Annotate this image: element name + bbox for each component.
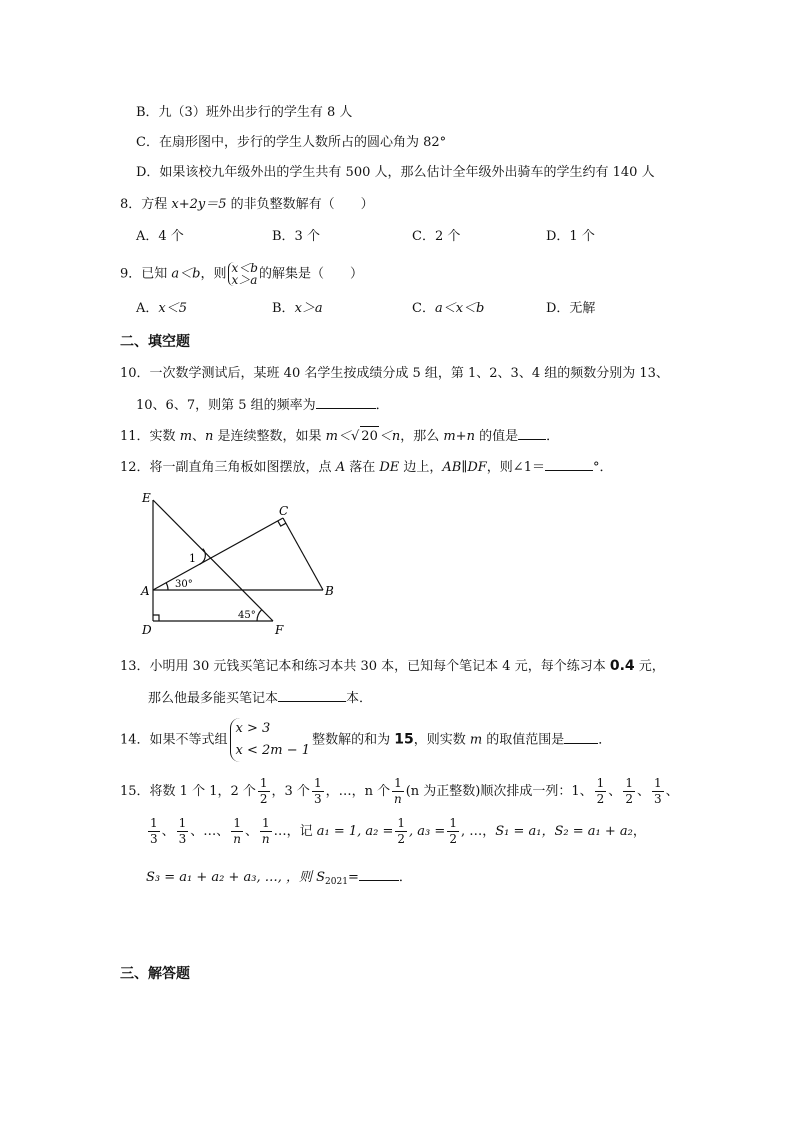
label-f: F xyxy=(275,623,284,637)
q10-line2 xyxy=(136,394,389,416)
q14-stem xyxy=(120,718,611,762)
frac-den: 2 xyxy=(625,792,633,806)
q9-option-b-text: x＞a xyxy=(294,301,323,316)
frac-num: 1 xyxy=(178,816,187,830)
frac-num: 1 xyxy=(150,816,158,830)
q13-answer-blank[interactable] xyxy=(278,687,346,702)
frac-1-2 xyxy=(258,776,270,807)
label-d: D xyxy=(142,623,152,637)
q15-mid4: ，…，n 个 xyxy=(325,784,391,799)
seq-frac-1-3-c xyxy=(177,816,189,847)
q10-line2-text: 10、6、7，则第 5 组的频率为 xyxy=(136,398,316,413)
q9-option-b-label: B． xyxy=(272,301,295,316)
label-b: B xyxy=(325,584,334,598)
frac-a3 xyxy=(447,816,459,847)
radical-sign-icon: √ xyxy=(351,429,360,444)
q14-system-line1: x > 3 xyxy=(235,721,271,736)
q12-point-a: A xyxy=(335,460,346,475)
q15-l3-subscript: 2021 xyxy=(325,877,348,887)
q11-ineq-post: ＜n xyxy=(378,429,401,444)
seq-frac-1-3-a xyxy=(652,776,664,807)
segment-cb xyxy=(283,518,323,590)
q15-l3-text: S₃ = a₁ + a₂ + a₃, …, ，则 S xyxy=(146,870,326,885)
q14-mid2: ，则实数 xyxy=(413,732,470,748)
q15-l2-end: , …， xyxy=(460,824,496,839)
frac-num: 1 xyxy=(653,776,662,790)
q14-pre: 14．如果不等式组 xyxy=(120,732,228,748)
q11-stem xyxy=(120,425,559,447)
seq-frac-1-3-b xyxy=(148,816,160,847)
q11-ineq-pre: m＜ xyxy=(325,429,351,444)
frac-den: n xyxy=(394,792,402,806)
q11-pre: 11．实数 xyxy=(120,429,180,444)
q15-end: ． xyxy=(398,870,412,885)
q12-mid3: ，则∠1＝ xyxy=(486,460,545,475)
seq-frac-1-n-b xyxy=(260,816,272,847)
q9-number: 9． xyxy=(120,266,142,282)
q15-mid3: ，3 个 xyxy=(271,784,310,799)
angle-45-arc xyxy=(257,610,262,621)
q12-parallel: AB∥DF xyxy=(442,460,487,475)
q13-line1 xyxy=(120,656,665,677)
q14-mid: 整数解的和为 xyxy=(312,732,395,748)
q8-pre: 方程 xyxy=(141,197,172,212)
section-2-heading: 二、填空题 xyxy=(120,334,190,350)
q14-end: ． xyxy=(598,732,612,748)
frac-a2 xyxy=(395,816,407,847)
q14-bold-sum: 15 xyxy=(394,731,414,748)
label-angle-45: 45° xyxy=(238,610,256,621)
q13-line2-text: 那么他最多能买笔记本 xyxy=(148,691,279,706)
q8-option-c: C．2 个 xyxy=(412,229,461,244)
q13-line1-text: 13．小明用 30 元钱买笔记本和练习本共 30 本，已知每个笔记本 4 元，每个练习本 xyxy=(120,659,610,674)
q8-option-a: A．4 个 xyxy=(136,229,184,244)
q15-dots: 、…、 xyxy=(190,824,230,839)
q9-option-a xyxy=(136,299,187,319)
q13-line1-end: 元， xyxy=(634,659,665,674)
q11-m: m xyxy=(179,429,193,444)
q11-mid: 是连续整数，如果 xyxy=(213,429,326,444)
q9-system-line1: x＜b xyxy=(231,261,258,275)
q9-condition: a＜b xyxy=(171,266,201,282)
seq-frac-1-2-a xyxy=(595,776,607,807)
segment-ac xyxy=(153,518,283,590)
label-c: C xyxy=(279,504,289,518)
q8-stem xyxy=(120,195,374,215)
q13-bold-price: 0.4 xyxy=(609,658,635,674)
q15-l3-eq: = xyxy=(347,870,359,885)
frac-den: 3 xyxy=(150,832,158,846)
section-3-heading: 三、解答题 xyxy=(120,966,190,982)
q9-option-a-text: x＜5 xyxy=(158,301,187,316)
q15-a1-a2: a₁ = 1, a₂ = xyxy=(316,824,394,839)
q14-answer-blank[interactable] xyxy=(564,729,598,744)
q14-system xyxy=(230,718,311,762)
frac-num: 1 xyxy=(261,816,270,830)
q9-pre: 已知 xyxy=(141,266,172,282)
q15-l2-mid: …，记 xyxy=(273,824,317,839)
frac-den: n xyxy=(261,832,270,846)
q11-end: ． xyxy=(546,429,560,444)
frac-den: 2 xyxy=(449,832,457,846)
q11-n: n xyxy=(205,429,214,444)
q11-radicand: 20 xyxy=(360,426,379,447)
q14-system-line2: x < 2m − 1 xyxy=(235,743,311,758)
frac-num: 1 xyxy=(259,776,268,790)
q11-sep: 、 xyxy=(192,429,206,444)
label-a: A xyxy=(141,584,150,598)
q8-post: 的非负整数解有（ ） xyxy=(226,197,374,212)
q12-mid1: 落在 xyxy=(345,460,380,475)
frac-num: 1 xyxy=(233,816,241,830)
q15-line2: $\frac{1}{3}$ 、 $\frac{1}{3}$ 、…、 $\frac{1}{n}$ 、 $\frac{1}{n}$ …，记 a₁ = 1, a₂ = $\frac{1}{2}$ , a₃ = $\frac{1}{2}$ , …，S₁ = a₁，S₂ = a₁ + a₂， xyxy=(150,816,646,846)
segment-ef xyxy=(153,500,273,621)
frac-num: 1 xyxy=(596,776,605,790)
q12-pre: 12．将一副直角三角板如图摆放，点 xyxy=(120,460,336,475)
frac-den: 3 xyxy=(313,792,322,806)
frac-den: 2 xyxy=(596,792,605,806)
label-angle-30: 30° xyxy=(175,579,193,590)
q9-option-a-label: A． xyxy=(136,301,159,316)
seq-frac-1-2-b xyxy=(623,776,635,807)
frac-1-n xyxy=(392,776,404,807)
q13-line2 xyxy=(148,687,372,709)
q13-line2-end: 本． xyxy=(346,691,373,706)
q11-mid2: ，那么 xyxy=(400,429,444,444)
q10-end: ． xyxy=(375,398,389,413)
q9-mid: ，则 xyxy=(200,266,227,282)
frac-den: 3 xyxy=(178,832,187,846)
frac-den: 2 xyxy=(397,832,406,846)
q15-s2-end: ， xyxy=(632,824,646,839)
q10-line1: 10．一次数学测试后，某班 40 名学生按成绩分成 5 组，第 1、2、3、4 组的频数分别为 13、 xyxy=(120,366,669,381)
q9-option-d: D．无解 xyxy=(546,301,596,316)
label-angle-1: 1 xyxy=(189,552,196,565)
q12-answer-blank[interactable] xyxy=(545,456,593,471)
angle-30-arc xyxy=(166,583,168,590)
q15-a3: , a₃ = xyxy=(409,824,446,839)
frac-den: 2 xyxy=(259,792,268,806)
q7-option-c: C．在扇形图中，步行的学生人数所占的圆心角为 82° xyxy=(136,135,447,150)
q11-answer-blank[interactable] xyxy=(518,425,546,440)
label-e: E xyxy=(142,491,151,505)
frac-den: n xyxy=(233,832,241,846)
q9-option-b xyxy=(272,299,323,319)
frac-den: 3 xyxy=(653,792,662,806)
frac-num: 1 xyxy=(397,816,406,830)
q9-option-c xyxy=(412,299,484,319)
q12-de: DE xyxy=(379,460,400,475)
q14-m: m xyxy=(469,732,483,748)
q12-mid2: 边上， xyxy=(399,460,443,475)
frac-num: 1 xyxy=(313,776,322,790)
q8-number: 8． xyxy=(120,197,142,212)
frac-1-3 xyxy=(312,776,324,807)
q15-s1: S₁ = a₁ xyxy=(495,824,542,839)
q7-option-d: D．如果该校九年级外出的学生共有 500 人，那么估计全年级外出骑车的学生约有 140 人 xyxy=(136,165,655,180)
frac-num: 1 xyxy=(394,776,402,790)
q14-post: 的取值范围是 xyxy=(482,732,565,748)
q9-system xyxy=(228,262,258,286)
q8-option-b: B．3 个 xyxy=(272,229,320,244)
right-angle-d-icon xyxy=(153,615,159,621)
q15-line1: 15．将数 1 个 1，2 个 $\frac{1}{2}$ ，3 个 $\frac{1}{3}$ ，…，n 个 $\frac{1}{n}$ (n 为正整数)顺次排成一列：1、 $\frac{1}{2}$ 、 $\frac{1}{2}$ 、 $\frac{1}{3}$ 、 xyxy=(120,776,679,806)
q10-answer-blank[interactable] xyxy=(316,394,376,409)
q12-triangle-figure xyxy=(130,486,350,642)
q15-line3 xyxy=(146,866,412,892)
q15-mid5: (n 为正整数)顺次排成一列：1、 xyxy=(405,784,593,799)
q9-stem xyxy=(120,262,363,287)
frac-num: 1 xyxy=(625,776,633,790)
q8-option-d: D．1 个 xyxy=(546,229,595,244)
frac-num: 1 xyxy=(449,816,457,830)
q15-pre: 15．将数 1 个 1，2 个 xyxy=(120,784,256,799)
q12-stem xyxy=(120,456,612,478)
q15-answer-blank[interactable] xyxy=(359,866,399,881)
q9-post: 的解集是（ ） xyxy=(258,266,363,282)
q7-option-b: B．九（3）班外出步行的学生有 8 人 xyxy=(136,105,353,120)
q9-option-c-text: a＜x＜b xyxy=(434,301,485,316)
q11-post: 的值是 xyxy=(474,429,519,444)
q12-end: °． xyxy=(592,460,613,475)
q11-sum: m+n xyxy=(443,429,475,444)
q9-system-line2: x＞a xyxy=(231,273,258,287)
q15-s2: ，S₂ = a₁ + a₂ xyxy=(541,824,633,839)
q8-equation: x+2y＝5 xyxy=(171,197,227,212)
q9-option-c-label: C． xyxy=(412,301,435,316)
seq-frac-1-n-a xyxy=(231,816,243,847)
